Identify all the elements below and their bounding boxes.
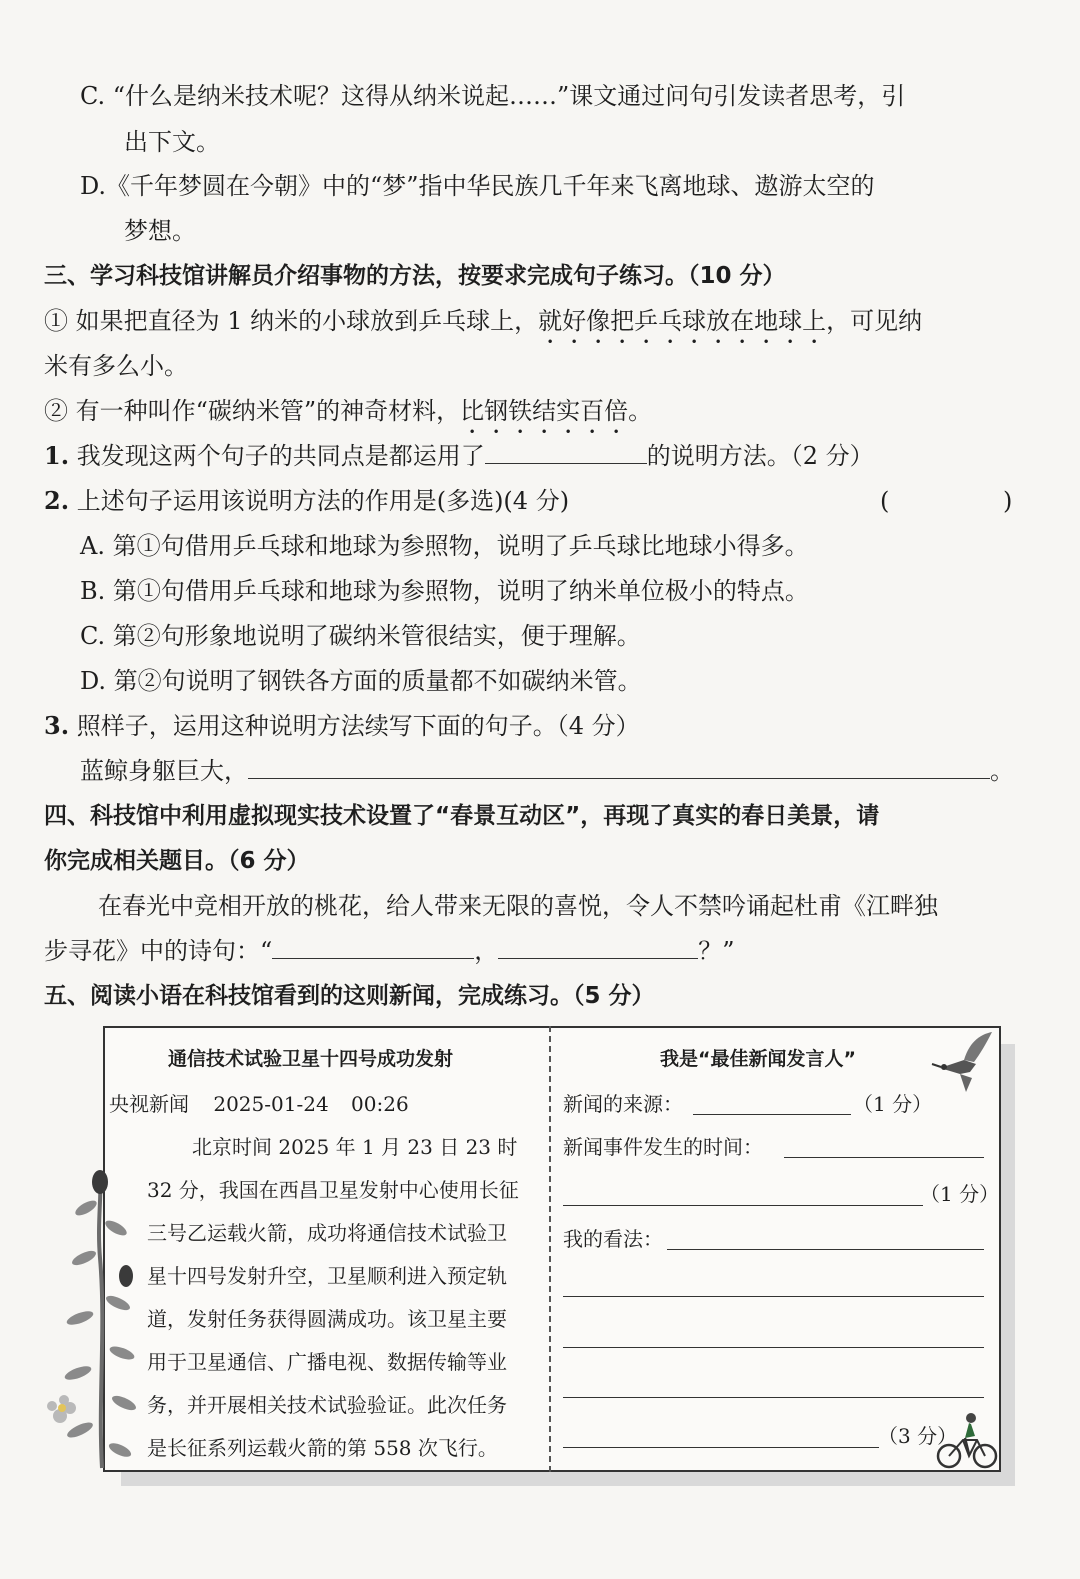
opinion-line[interactable] [563,1296,984,1297]
option-c-line2: 出下文。 [124,128,220,156]
task-source-score: （1 分） [853,1092,933,1116]
option-d: D. 第②句说明了钢铁各方面的质量都不如碳纳米管。 [80,667,642,695]
task-time-score: （1 分） [920,1182,1000,1206]
task-time-label: 新闻事件发生的时间： [563,1135,763,1159]
news-card-divider [549,1026,551,1472]
poem-end: ？” [698,937,735,965]
task-title: 我是“最佳新闻发言人” [660,1048,856,1070]
section4-heading-line1: 四、科技馆中利用虚拟现实技术设置了“春景互动区”，再现了真实的春日美景，请 [44,803,880,829]
question-3-prefix: 蓝鲸身躯巨大， [80,757,248,785]
news-body-line: 用于卫星通信、广播电视、数据传输等业 [147,1350,507,1374]
opinion-line[interactable] [667,1249,984,1250]
section3-heading: 三、学习科技馆讲解员介绍事物的方法，按要求完成句子练习。（10 分） [44,263,786,289]
opinion-line[interactable] [563,1447,879,1448]
news-date: 2025-01-24 [213,1092,329,1116]
news-body-line: 是长征系列运载火箭的第 558 次飞行。 [147,1436,498,1460]
question-1-suffix: 的说明方法。（2 分） [646,442,874,470]
task-opinion-score: （3 分） [878,1424,958,1448]
task-source-label: 新闻的来源： [563,1092,683,1116]
news-body-line: 三号乙运载火箭，成功将通信技术试验卫 [147,1221,507,1245]
poem-blank-1[interactable] [272,936,474,959]
question-3-number: 3. [44,711,70,740]
section5-heading: 五、阅读小语在科技馆看到的这则新闻，完成练习。（5 分） [44,983,655,1009]
question-2 [44,485,569,517]
sentence-1-pre: ① 如果把直径为 1 纳米的小球放到乒乓球上， [44,307,539,335]
hummingbird-icon [930,1030,1000,1100]
sentence-2 [44,395,652,439]
news-body-line: 星十四号发射升空，卫星顺利进入预定轨 [147,1264,507,1288]
news-body-line: 道，发射任务获得圆满成功。该卫星主要 [147,1307,507,1331]
question-1-text: 我发现这两个句子的共同点是都运用了 [76,442,485,470]
question-1-number: 1. [44,441,70,470]
news-body-line: 务，并开展相关技术试验验证。此次任务 [147,1393,507,1417]
sentence-2-dotted: 比钢铁结实百倍 [460,397,629,425]
question-3-text: 照样子，运用这种说明方法续写下面的句子。（4 分） [76,712,640,740]
news-body-line: 北京时间 2025 年 1 月 23 日 23 时 [192,1135,518,1159]
section4-heading-line2: 你完成相关题目。（6 分） [44,848,310,874]
option-b: B. 第①句借用乒乓球和地球为参照物，说明了纳米单位极小的特点。 [80,577,809,605]
option-d-line2: 梦想。 [124,217,196,245]
cyclist-icon [935,1410,999,1472]
option-d-line1: D.《千年梦圆在今朝》中的“梦”指中华民族几千年来飞离地球、遨游太空的 [80,172,875,200]
option-c-line1: C. “什么是纳米技术呢？这得从纳米说起……”课文通过问句引发读者思考，引 [80,82,906,110]
sentence-1-post: ，可见纳 [826,307,923,335]
question-3-end: 。 [990,757,1014,785]
opinion-line[interactable] [563,1397,984,1398]
news-meta [109,1090,409,1118]
flower-branch-icon [40,1168,150,1478]
sentence-1-line2: 米有多么小。 [44,352,188,380]
answer-bracket-close: ) [1003,487,1013,515]
question-3 [44,710,640,742]
news-title: 通信技术试验卫星十四号成功发射 [168,1048,454,1070]
sentence-2-post: 。 [628,397,653,425]
poem-intro: 步寻花》中的诗句：“ [44,937,273,965]
news-body-line: 32 分，我国在西昌卫星发射中心使用长征 [147,1178,519,1202]
news-time: 00:26 [351,1092,409,1116]
question-2-text: 上述句子运用该说明方法的作用是(多选)(4 分) [76,487,570,515]
question-2-answer-box[interactable] [895,480,1000,520]
time-answer-line[interactable] [784,1157,984,1158]
sentence-1 [44,305,922,349]
source-answer-line[interactable] [693,1114,851,1115]
question-3-sentence [80,755,1014,787]
question-1 [44,440,874,472]
poem-comma: ， [474,937,499,965]
sentence-1-dotted: 就好像把乒乓球放在地球上 [538,307,827,335]
question-2-number: 2. [44,486,70,515]
news-source: 央视新闻 [109,1092,189,1116]
answer-bracket-open: ( [880,487,890,515]
option-a: A. 第①句借用乒乓球和地球为参照物，说明了乒乓球比地球小得多。 [80,532,809,560]
sentence-2-pre: ② 有一种叫作“碳纳米管”的神奇材料， [44,397,461,425]
question-1-answer-blank[interactable] [485,441,647,464]
section4-paragraph-line2 [44,935,735,967]
task-opinion-label: 我的看法： [563,1227,663,1251]
question-3-answer-blank[interactable] [248,756,990,779]
section4-paragraph-line1: 在春光中竞相开放的桃花，给人带来无限的喜悦，令人不禁吟诵起杜甫《江畔独 [98,892,938,920]
opinion-line[interactable] [563,1347,984,1348]
time-answer-line-2[interactable] [563,1205,923,1206]
option-c: C. 第②句形象地说明了碳纳米管很结实，便于理解。 [80,622,641,650]
poem-blank-2[interactable] [498,936,698,959]
